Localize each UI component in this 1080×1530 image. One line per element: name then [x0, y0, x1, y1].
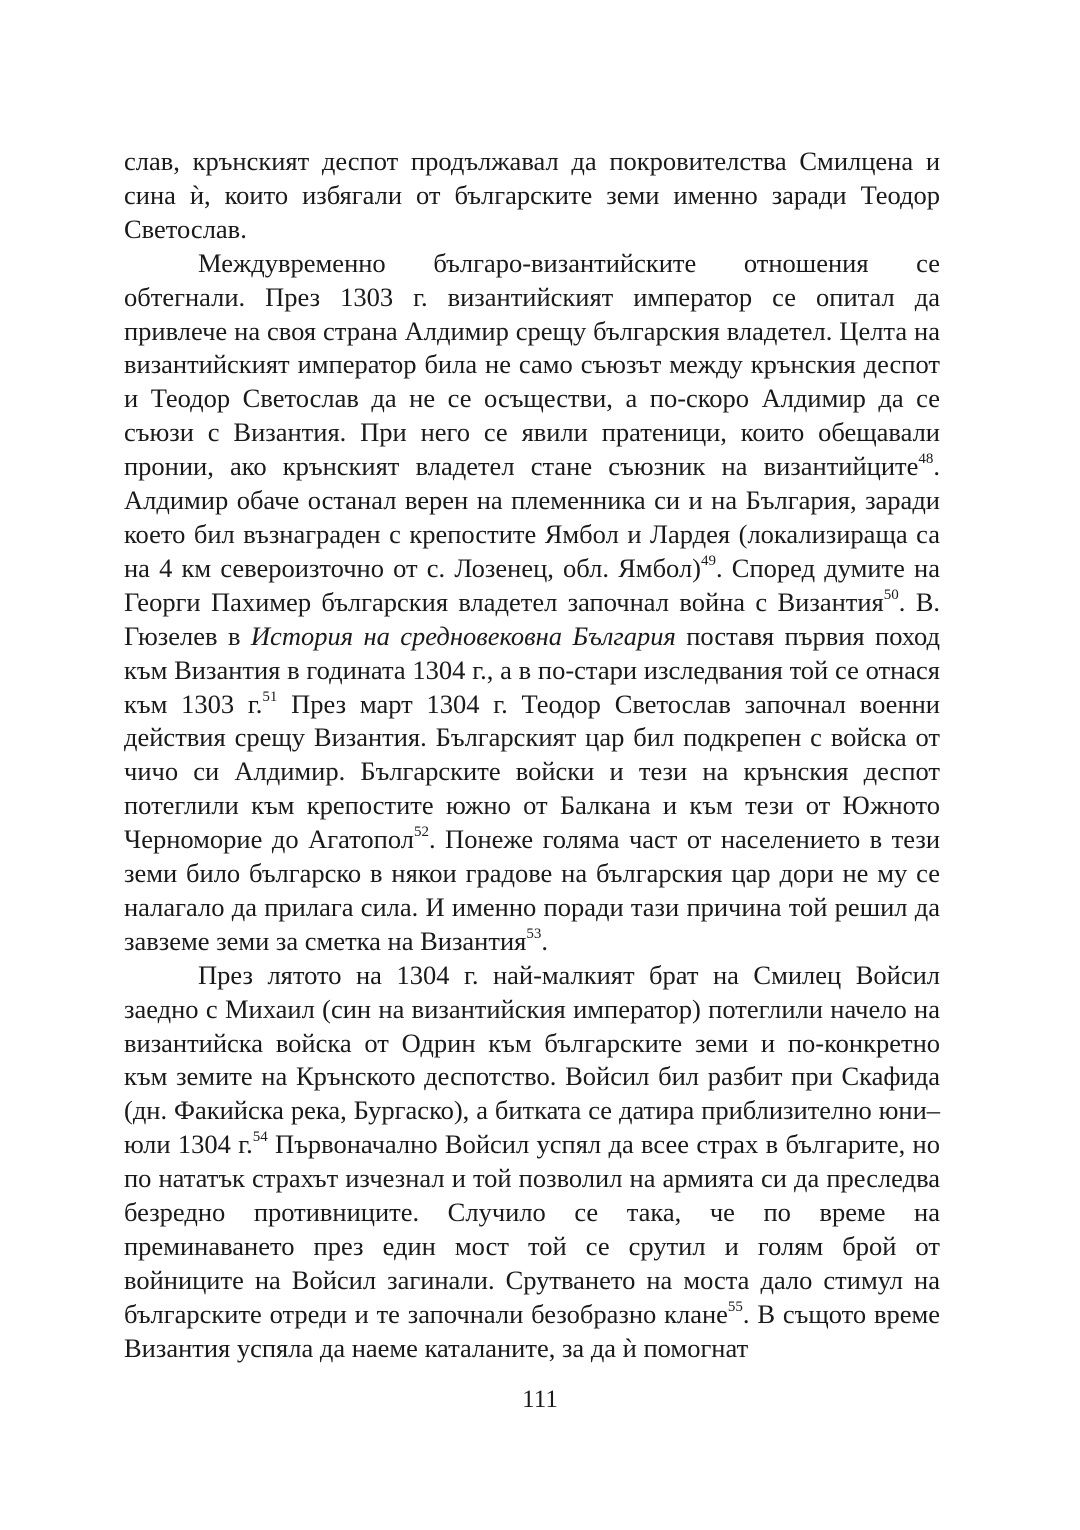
paragraph-3: [124, 959, 940, 1366]
footnote-ref-50: 50: [883, 586, 899, 603]
footnote-ref-52: 52: [413, 824, 429, 841]
footnote-ref-49: 49: [701, 553, 717, 570]
footnote-ref-53: 53: [526, 926, 542, 943]
paragraph-text: През лятото на 1304 г. най-малкият брат на Смилец Войсил заедно с Михаил (син на византийския император) потеглили начело на византийска войска от Одрин към българските земи и по-конкретно към земите на Крънското деспотство. Войсил бил разбит при Скафида (дн. Факийска река, Бургаско), а битката се датира приблизително юни–юли 1304 г.: [124, 959, 940, 1160]
paragraph-2: [124, 247, 940, 959]
paragraph-1: [124, 145, 940, 247]
footnote-ref-51: 51: [262, 688, 278, 705]
paragraph-1-text: слав, крънският деспот продължавал да покровителства Смилцена и сина ѝ, които избягали от българските земи именно заради Теодор Светослав.: [124, 146, 940, 244]
paragraph-text: . В. Гюзелев в: [124, 586, 940, 651]
paragraph-text: .: [541, 925, 548, 956]
paragraph-text: . Според думите на Георги Пахимер българския владетел започнал война с Византия: [124, 552, 940, 617]
book-title-italic: История на средновековна България: [250, 620, 676, 651]
footnote-ref-54: 54: [252, 1129, 268, 1146]
body-text: [124, 145, 940, 1366]
footnote-ref-55: 55: [727, 1298, 743, 1315]
paragraph-text: През март 1304 г. Теодор Светослав започнал военни действия срещу Византия. Българският цар бил подкрепен с войска от чичо си Алдимир. Българските войски и тези на крънския деспот потеглили към крепостите южно от Балкана и към тези от Южното Черноморие до Агатопол: [124, 688, 940, 855]
paragraph-text: . Алдимир обаче останал верен на племенника си и на България, заради което бил възнаграден с крепостите Ямбол и Лардея (локализираща са на 4 км североизточно от с. Лозенец, обл. Ямбол): [124, 451, 940, 583]
paragraph-text: Междувременно българо-византийските отношения се обтегнали. През 1303 г. византийският император се опитал да привлече на своя страна Алдимир срещу българския владетел. Целта на византийският император била не само съюзът между крънския деспот и Теодор Светослав да не се осъществи, а по-скоро Алдимир да се съюзи с Византия. При него се явили пратеници, които обещавали пронии, ако крънският владетел стане съюзник на византийците: [124, 247, 940, 482]
paragraph-text: . В същото време Византия успяла да наеме каталаните, за да ѝ помогнат: [124, 1298, 941, 1363]
paragraph-text: Първоначално Войсил успял да всее страх в българите, но по нататък страхът изчезнал и той позволил на армията си да преследва безредно противниците. Случило се така, че по време на преминаването през един мост той се срутил и голям брой от войниците на Войсил загинали. Срутването на моста дало стимул на българските отреди и те започнали безобразно клане: [124, 1129, 940, 1329]
paragraph-text: поставя първия поход към Византия в годината 1304 г., а в по-стари изследвания той се отнася към 1303 г.: [124, 620, 940, 719]
page-number: 111: [522, 1386, 558, 1413]
footnote-ref-48: 48: [918, 451, 934, 468]
paragraph-text: . Понеже голяма част от населението в тези земи било българско в някои градове на българския цар дори не му се налагало да прилага сила. И именно поради тази причина той решил да завземе земи за сметка на Византия: [124, 824, 940, 956]
